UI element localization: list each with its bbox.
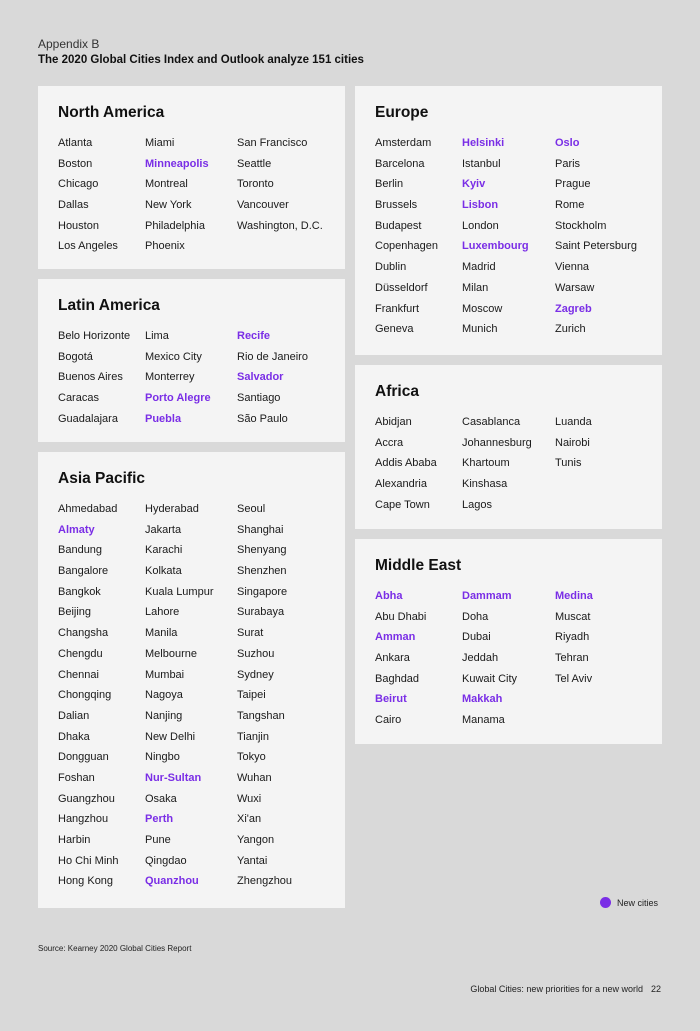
city-item: Seattle xyxy=(237,157,272,170)
city-item: Changsha xyxy=(58,627,109,640)
city-item: Sydney xyxy=(237,668,274,681)
city-item: Muscat xyxy=(555,610,591,623)
city-item: Shanghai xyxy=(237,523,284,536)
city-item: Abidjan xyxy=(375,416,412,428)
city-item: Zhengzhou xyxy=(237,875,293,888)
city-list xyxy=(375,412,652,515)
city-item: Rome xyxy=(555,199,585,212)
region-title: Middle East xyxy=(375,557,462,574)
city-item: Dongguan xyxy=(58,751,109,764)
city-item: Warsaw xyxy=(555,281,595,294)
city-item: Shenzhen xyxy=(237,565,287,578)
city-item: Surat xyxy=(237,627,264,640)
city-item-new: Beirut xyxy=(375,693,407,706)
city-item: Ho Chi Minh xyxy=(58,854,119,867)
city-item: Johannesburg xyxy=(462,436,532,449)
city-item: New York xyxy=(145,199,192,212)
city-item: London xyxy=(462,219,499,232)
city-item: Brussels xyxy=(375,199,418,212)
city-item: Atlanta xyxy=(58,137,93,149)
page-title: The 2020 Global Cities Index and Outlook analyze 151 cities xyxy=(38,54,364,66)
city-item: Stockholm xyxy=(555,219,607,232)
latin-america-panel xyxy=(38,279,345,442)
city-item: Moscow xyxy=(462,302,503,315)
city-item: Hangzhou xyxy=(58,813,109,826)
city-item: Montreal xyxy=(145,178,188,191)
city-item: Zurich xyxy=(555,323,586,336)
city-item: Accra xyxy=(375,436,404,449)
city-item: Casablanca xyxy=(462,416,521,428)
city-item: Karachi xyxy=(145,544,183,557)
city-item-new: Porto Alegre xyxy=(145,392,211,405)
city-item: New Delhi xyxy=(145,730,196,743)
source-note: Source: Kearney 2020 Global Cities Report xyxy=(38,944,192,953)
city-item-new: Zagreb xyxy=(555,302,592,315)
city-item: Beijing xyxy=(58,606,92,619)
city-item xyxy=(555,689,665,710)
city-item: Philadelphia xyxy=(145,219,205,232)
city-item: Foshan xyxy=(58,771,95,784)
city-item: Tokyo xyxy=(237,751,266,764)
region-title: Latin America xyxy=(58,297,160,314)
city-item: Kuwait City xyxy=(462,672,518,685)
city-item-new: Makkah xyxy=(462,693,503,706)
city-item: Houston xyxy=(58,219,99,232)
city-item: Milan xyxy=(462,281,489,294)
city-item-new: Luxembourg xyxy=(462,240,529,253)
city-item: Dallas xyxy=(58,199,89,212)
city-item: Kuala Lumpur xyxy=(145,585,214,598)
city-item: Phoenix xyxy=(145,240,185,253)
city-item: Ankara xyxy=(375,652,410,665)
city-item: Mumbai xyxy=(145,668,185,681)
page-header xyxy=(38,37,364,68)
city-item: Yangon xyxy=(237,834,275,846)
city-item xyxy=(555,474,665,495)
city-item: Guadalajara xyxy=(58,412,118,425)
city-item-new: Amman xyxy=(375,631,416,644)
city-item: Cape Town xyxy=(375,498,430,511)
city-item: Abu Dhabi xyxy=(375,610,427,623)
north-america-panel xyxy=(38,86,345,269)
city-list xyxy=(375,133,652,340)
city-item: Barcelona xyxy=(375,157,425,170)
city-item: Harbin xyxy=(58,834,91,846)
legend xyxy=(600,897,658,908)
city-item: Washington, D.C. xyxy=(237,219,323,232)
city-item: Saint Petersburg xyxy=(555,240,637,253)
city-item: Wuxi xyxy=(237,792,262,805)
region-title: Europe xyxy=(375,104,429,121)
city-item: Khartoum xyxy=(462,457,510,470)
city-item: Wuhan xyxy=(237,771,272,784)
city-item-new: Puebla xyxy=(145,412,182,425)
city-list xyxy=(58,133,335,257)
city-item: Ningbo xyxy=(145,751,180,764)
city-item: Düsseldorf xyxy=(375,281,428,294)
africa-panel xyxy=(355,365,662,529)
city-item: Vancouver xyxy=(237,199,289,212)
city-item: Geneva xyxy=(375,323,414,336)
appendix-label: Appendix B xyxy=(38,37,100,51)
city-item: Dalian xyxy=(58,709,90,722)
region-title: Asia Pacific xyxy=(58,470,146,487)
city-item: Rio de Janeiro xyxy=(237,350,308,363)
city-item: Los Angeles xyxy=(58,240,118,253)
city-item: Jeddah xyxy=(462,652,499,665)
city-item-new: Helsinki xyxy=(462,137,505,149)
city-item: Berlin xyxy=(375,178,404,191)
city-item: Addis Ababa xyxy=(375,457,437,470)
city-item: Budapest xyxy=(375,219,422,232)
city-item: Kinshasa xyxy=(462,478,508,491)
city-item: Prague xyxy=(555,178,591,191)
city-item: Bangalore xyxy=(58,565,109,578)
city-item: Osaka xyxy=(145,792,177,805)
asia-pacific-panel xyxy=(38,452,345,908)
city-item: Santiago xyxy=(237,392,281,405)
city-item: Vienna xyxy=(555,261,590,274)
city-item: Dhaka xyxy=(58,730,90,743)
city-item: Tunis xyxy=(555,457,582,470)
city-item-new: Salvador xyxy=(237,371,284,384)
city-item: Manama xyxy=(462,714,505,727)
city-item: Tianjin xyxy=(237,730,269,743)
city-item-new: Minneapolis xyxy=(145,157,209,170)
city-item: Qingdao xyxy=(145,854,187,867)
city-item: Riyadh xyxy=(555,631,590,644)
city-item: Nanjing xyxy=(145,709,183,722)
city-item: Miami xyxy=(145,137,175,149)
city-item: Nagoya xyxy=(145,689,183,702)
city-item: Alexandria xyxy=(375,478,427,491)
city-item-new: Nur-Sultan xyxy=(145,771,202,784)
city-item-new: Medina xyxy=(555,590,593,602)
city-item: Yantai xyxy=(237,854,268,867)
city-item: Manila xyxy=(145,627,178,640)
city-item: Caracas xyxy=(58,392,99,405)
city-item: Istanbul xyxy=(462,157,501,170)
city-item: Singapore xyxy=(237,585,288,598)
city-item-new: Recife xyxy=(237,330,271,342)
page-number: 22 xyxy=(650,984,661,994)
city-item-new: Quanzhou xyxy=(145,875,199,888)
europe-panel xyxy=(355,86,662,355)
city-item: Taipei xyxy=(237,689,266,702)
city-item: Chongqing xyxy=(58,689,112,702)
city-item-new: Perth xyxy=(145,813,174,826)
city-item: Luanda xyxy=(555,416,592,428)
city-item-new: Abha xyxy=(375,590,403,602)
city-item: Bangkok xyxy=(58,585,101,598)
city-item: Monterrey xyxy=(145,371,195,384)
city-item: Belo Horizonte xyxy=(58,330,131,342)
new-city-dot-icon xyxy=(600,897,611,908)
legend-label: New cities xyxy=(617,897,659,908)
city-item: Pune xyxy=(145,834,171,846)
city-item: Lima xyxy=(145,330,169,342)
city-item: Paris xyxy=(555,157,581,170)
city-item-new: Dammam xyxy=(462,590,512,602)
city-item: Dublin xyxy=(375,261,407,274)
city-item: Amsterdam xyxy=(375,137,432,149)
city-item: Surabaya xyxy=(237,606,285,619)
city-item: Buenos Aires xyxy=(58,371,123,384)
city-item: Hyderabad xyxy=(145,503,199,515)
city-item: Copenhagen xyxy=(375,240,439,253)
city-item-new: Lisbon xyxy=(462,199,499,212)
city-item: Lahore xyxy=(145,606,180,619)
city-item: Cairo xyxy=(375,714,402,727)
city-item: Baghdad xyxy=(375,672,420,685)
city-item: Chicago xyxy=(58,178,99,191)
city-item: Seoul xyxy=(237,503,266,515)
city-item: Frankfurt xyxy=(375,302,420,315)
city-item: Shenyang xyxy=(237,544,287,557)
city-list xyxy=(58,326,335,429)
city-item: Doha xyxy=(462,610,489,623)
page-footer xyxy=(470,984,661,994)
city-item: Mexico City xyxy=(145,350,202,363)
city-item-new: Almaty xyxy=(58,523,95,536)
city-item: Tehran xyxy=(555,652,589,665)
city-item: Suzhou xyxy=(237,647,275,660)
city-item: San Francisco xyxy=(237,137,308,149)
city-item: Dubai xyxy=(462,631,491,644)
city-item: São Paulo xyxy=(237,412,288,425)
region-title: Africa xyxy=(375,383,419,400)
city-item: Madrid xyxy=(462,261,496,274)
city-item: Bandung xyxy=(58,544,103,557)
city-item: Chennai xyxy=(58,668,99,681)
city-item: Tel Aviv xyxy=(555,672,593,685)
city-item: Nairobi xyxy=(555,436,590,449)
city-item: Boston xyxy=(58,157,93,170)
city-item: Chengdu xyxy=(58,647,103,660)
city-item: Guangzhou xyxy=(58,792,115,805)
city-list xyxy=(58,499,335,892)
city-item: Tangshan xyxy=(237,709,285,722)
city-item: Bogotá xyxy=(58,350,93,363)
city-item: Jakarta xyxy=(145,523,182,536)
city-item: Xi'an xyxy=(237,813,262,826)
city-item-new: Oslo xyxy=(555,137,580,149)
city-item: Munich xyxy=(462,323,498,336)
middle-east-panel xyxy=(355,539,662,744)
city-item: Kolkata xyxy=(145,565,182,578)
city-item: Melbourne xyxy=(145,647,197,660)
city-item: Lagos xyxy=(462,498,492,511)
city-list xyxy=(375,586,652,731)
footer-text: Global Cities: new priorities for a new world xyxy=(470,984,643,994)
region-title: North America xyxy=(58,104,165,121)
city-item: Hong Kong xyxy=(58,875,114,888)
city-item-new: Kyiv xyxy=(462,178,486,191)
city-item: Ahmedabad xyxy=(58,503,118,515)
city-item: Toronto xyxy=(237,178,274,191)
